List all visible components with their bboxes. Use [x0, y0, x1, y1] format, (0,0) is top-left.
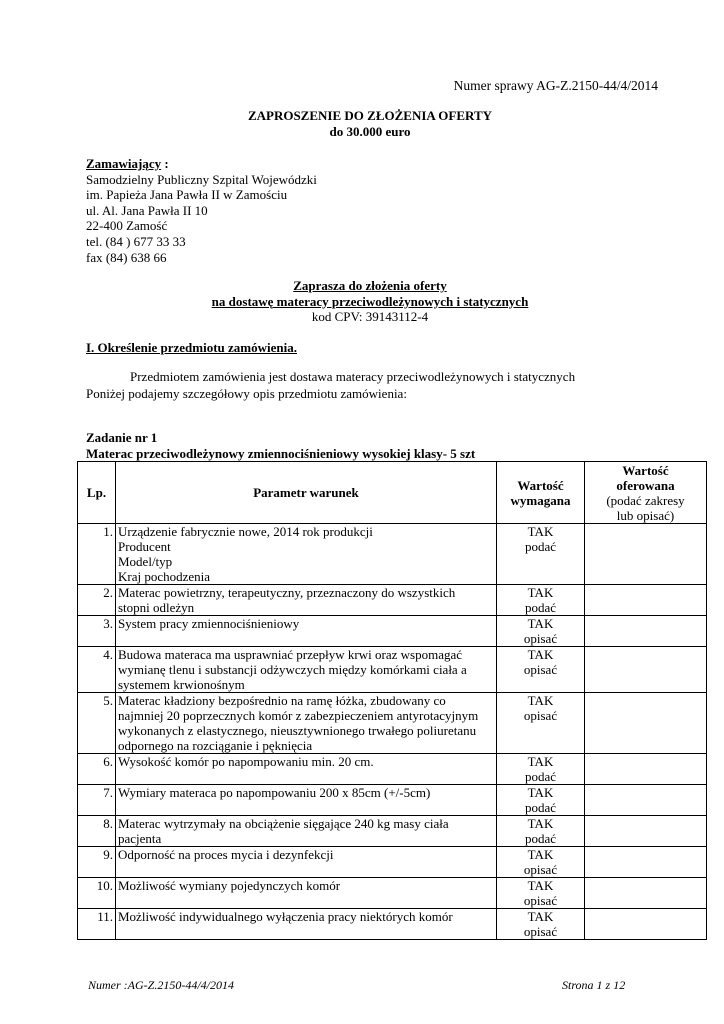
row-param	[116, 585, 497, 616]
row-lp: 6.	[78, 754, 116, 785]
table-row	[78, 816, 707, 847]
buyer-line: Samodzielny Publiczny Szpital Wojewódzki	[86, 171, 317, 187]
row-required	[497, 785, 585, 816]
row-offered-cell[interactable]	[585, 647, 707, 693]
row-offered-cell[interactable]	[585, 693, 707, 754]
document-subtitle: do 30.000 euro	[329, 124, 411, 139]
row-param	[116, 616, 497, 647]
param-line: Kraj pochodzenia	[118, 569, 211, 584]
buyer-label: Zamawiający	[86, 156, 162, 171]
task-title: Materac przeciwodleżynowy zmiennociśnieniowy wysokiej klasy- 5 szt	[86, 446, 476, 461]
row-lp: 3.	[78, 616, 116, 647]
invitation-line1: Zaprasza do złożenia oferty	[293, 278, 447, 293]
param-line: Model/typ	[118, 554, 173, 569]
row-required	[497, 847, 585, 878]
row-param	[116, 909, 497, 940]
invitation-line2: na dostawę materacy przeciwodleżynowych i statycznych	[211, 293, 529, 309]
buyer-line: ul. Al. Jana Pawła II 10	[86, 202, 208, 218]
table-row	[78, 585, 707, 616]
cpv-code: kod CPV: 39143112-4	[311, 309, 429, 324]
req-line: TAK	[527, 693, 554, 708]
header-lp: Lp.	[78, 462, 116, 524]
document-title: ZAPROSZENIE DO ZŁOŻENIA OFERTY	[247, 108, 493, 123]
row-required	[497, 816, 585, 847]
param-line: Materac powietrzny, terapeutyczny, przeznaczony do wszystkich	[118, 585, 456, 600]
table-row	[78, 909, 707, 940]
row-lp: 11.	[78, 909, 116, 940]
row-offered-cell[interactable]	[585, 816, 707, 847]
header-offered-line: oferowana	[616, 477, 675, 493]
intro-line1: Przedmiotem zamówienia jest dostawa materacy przeciwodleżynowych i statycznych	[130, 369, 576, 384]
task-number: Zadanie nr 1	[86, 430, 158, 445]
buyer-block	[86, 156, 317, 265]
row-offered-cell[interactable]	[585, 754, 707, 785]
req-line: TAK	[527, 616, 554, 631]
req-line: opisać	[523, 924, 558, 939]
req-line: TAK	[527, 754, 554, 769]
header-offered	[585, 462, 707, 524]
row-param	[116, 847, 497, 878]
table-row	[78, 616, 707, 647]
buyer-line: fax (84) 638 66	[86, 249, 167, 265]
row-param	[116, 693, 497, 754]
req-line: TAK	[527, 878, 554, 893]
req-line: TAK	[527, 785, 554, 800]
row-lp: 7.	[78, 785, 116, 816]
param-line: Wysokość komór po napompowaniu min. 20 cm.	[118, 754, 374, 769]
header-required-line: Wartość	[517, 477, 564, 493]
req-line: opisać	[523, 708, 558, 723]
section-heading: I. Określenie przedmiotu zamówienia.	[86, 340, 297, 355]
param-line: Możliwość indywidualnego wyłączenia pracy niektórych komór	[118, 909, 453, 924]
footer-case-number: Numer :AG-Z.2150-44/4/2014	[88, 978, 234, 992]
spec-table	[77, 461, 707, 940]
header-required	[497, 462, 585, 524]
param-line: Urządzenie fabrycznie nowe, 2014 rok produkcji	[118, 524, 373, 539]
header-param: Parametr warunek	[116, 462, 497, 524]
param-line: pacjenta	[118, 831, 162, 846]
row-offered-cell[interactable]	[585, 524, 707, 585]
row-required	[497, 647, 585, 693]
row-param	[116, 754, 497, 785]
param-line: Budowa materaca ma usprawniać przepływ krwi oraz wspomagać	[118, 647, 462, 662]
row-offered-cell[interactable]	[585, 616, 707, 647]
header-offered-line: (podać zakresy	[606, 492, 685, 508]
param-line: stopni odleżyn	[118, 600, 195, 615]
table-row	[78, 693, 707, 754]
param-line: System pracy zmiennociśnieniowy	[118, 616, 300, 631]
req-line: podać	[524, 769, 557, 784]
param-line: Producent	[118, 539, 171, 554]
row-lp: 1.	[78, 524, 116, 585]
row-offered-cell[interactable]	[585, 585, 707, 616]
req-line: opisać	[523, 862, 558, 877]
row-param	[116, 785, 497, 816]
row-offered-cell[interactable]	[585, 785, 707, 816]
row-lp: 10.	[78, 878, 116, 909]
req-line: podać	[524, 539, 557, 554]
row-offered-cell[interactable]	[585, 878, 707, 909]
task-block	[86, 430, 475, 462]
req-line: TAK	[527, 909, 554, 924]
row-offered-cell[interactable]	[585, 909, 707, 940]
req-line: opisać	[523, 893, 558, 908]
row-offered-cell[interactable]	[585, 847, 707, 878]
req-line: podać	[524, 600, 557, 615]
row-required	[497, 754, 585, 785]
buyer-colon: :	[161, 156, 169, 171]
req-line: TAK	[527, 524, 554, 539]
row-param	[116, 878, 497, 909]
row-required	[497, 909, 585, 940]
req-line: opisać	[523, 662, 558, 677]
row-lp: 9.	[78, 847, 116, 878]
row-param	[116, 816, 497, 847]
req-line: TAK	[527, 647, 554, 662]
req-line: opisać	[523, 631, 558, 646]
row-lp: 5.	[78, 693, 116, 754]
row-lp: 4.	[78, 647, 116, 693]
param-line: odpornego na rozciąganie i pęknięcia	[118, 738, 313, 753]
req-line: podać	[524, 831, 557, 846]
req-line: TAK	[527, 585, 554, 600]
req-line: podać	[524, 800, 557, 815]
table-row	[78, 524, 707, 585]
table-row	[78, 878, 707, 909]
header-required-line: wymagana	[510, 492, 571, 508]
row-param	[116, 647, 497, 693]
row-required	[497, 616, 585, 647]
buyer-line: tel. (84 ) 677 33 33	[86, 233, 186, 249]
row-required	[497, 524, 585, 585]
table-row	[78, 647, 707, 693]
table-row	[78, 754, 707, 785]
row-required	[497, 693, 585, 754]
param-line: Odporność na proces mycia i dezynfekcji	[118, 847, 334, 862]
header-offered-line: lub opisać)	[616, 507, 675, 523]
req-line: TAK	[527, 847, 554, 862]
param-line: najmniej 20 poprzecznych komór z zabezpieczeniem antyrotacyjnym	[118, 708, 479, 723]
row-param	[116, 524, 497, 585]
footer-page-number: Strona 1 z 12	[562, 978, 626, 992]
row-required	[497, 585, 585, 616]
param-line: Materac wytrzymały na obciążenie sięgające 240 kg masy ciała	[118, 816, 449, 831]
param-line: Wymiary materaca po napompowaniu 200 x 85cm (+/-5cm)	[118, 785, 431, 800]
req-line: TAK	[527, 816, 554, 831]
row-lp: 2.	[78, 585, 116, 616]
table-row	[78, 785, 707, 816]
table-header-row	[78, 462, 707, 524]
header-offered-line: Wartość	[622, 462, 669, 478]
table-row	[78, 847, 707, 878]
buyer-line: 22-400 Zamość	[86, 218, 168, 234]
case-number: Numer sprawy AG-Z.2150-44/4/2014	[453, 78, 658, 93]
param-line: systemem krwionośnym	[118, 677, 245, 692]
invitation-block	[0, 278, 724, 325]
intro-block	[86, 369, 575, 402]
param-line: wymianę tlenu i substancji odżywczych między komórkami ciała a	[118, 662, 467, 677]
param-line: Możliwość wymiany pojedynczych komór	[118, 878, 341, 893]
buyer-line: im. Papieża Jana Pawła II w Zamościu	[86, 187, 288, 203]
param-line: wykonanych z elastycznego, nieusztywnionego trwałego poliuretanu	[118, 723, 477, 738]
intro-line2: Poniżej podajemy szczegółowy opis przedmiotu zamówienia:	[86, 385, 407, 401]
row-lp: 8.	[78, 816, 116, 847]
param-line: Materac kładziony bezpośrednio na ramę łóżka, zbudowany co	[118, 693, 446, 708]
row-required	[497, 878, 585, 909]
